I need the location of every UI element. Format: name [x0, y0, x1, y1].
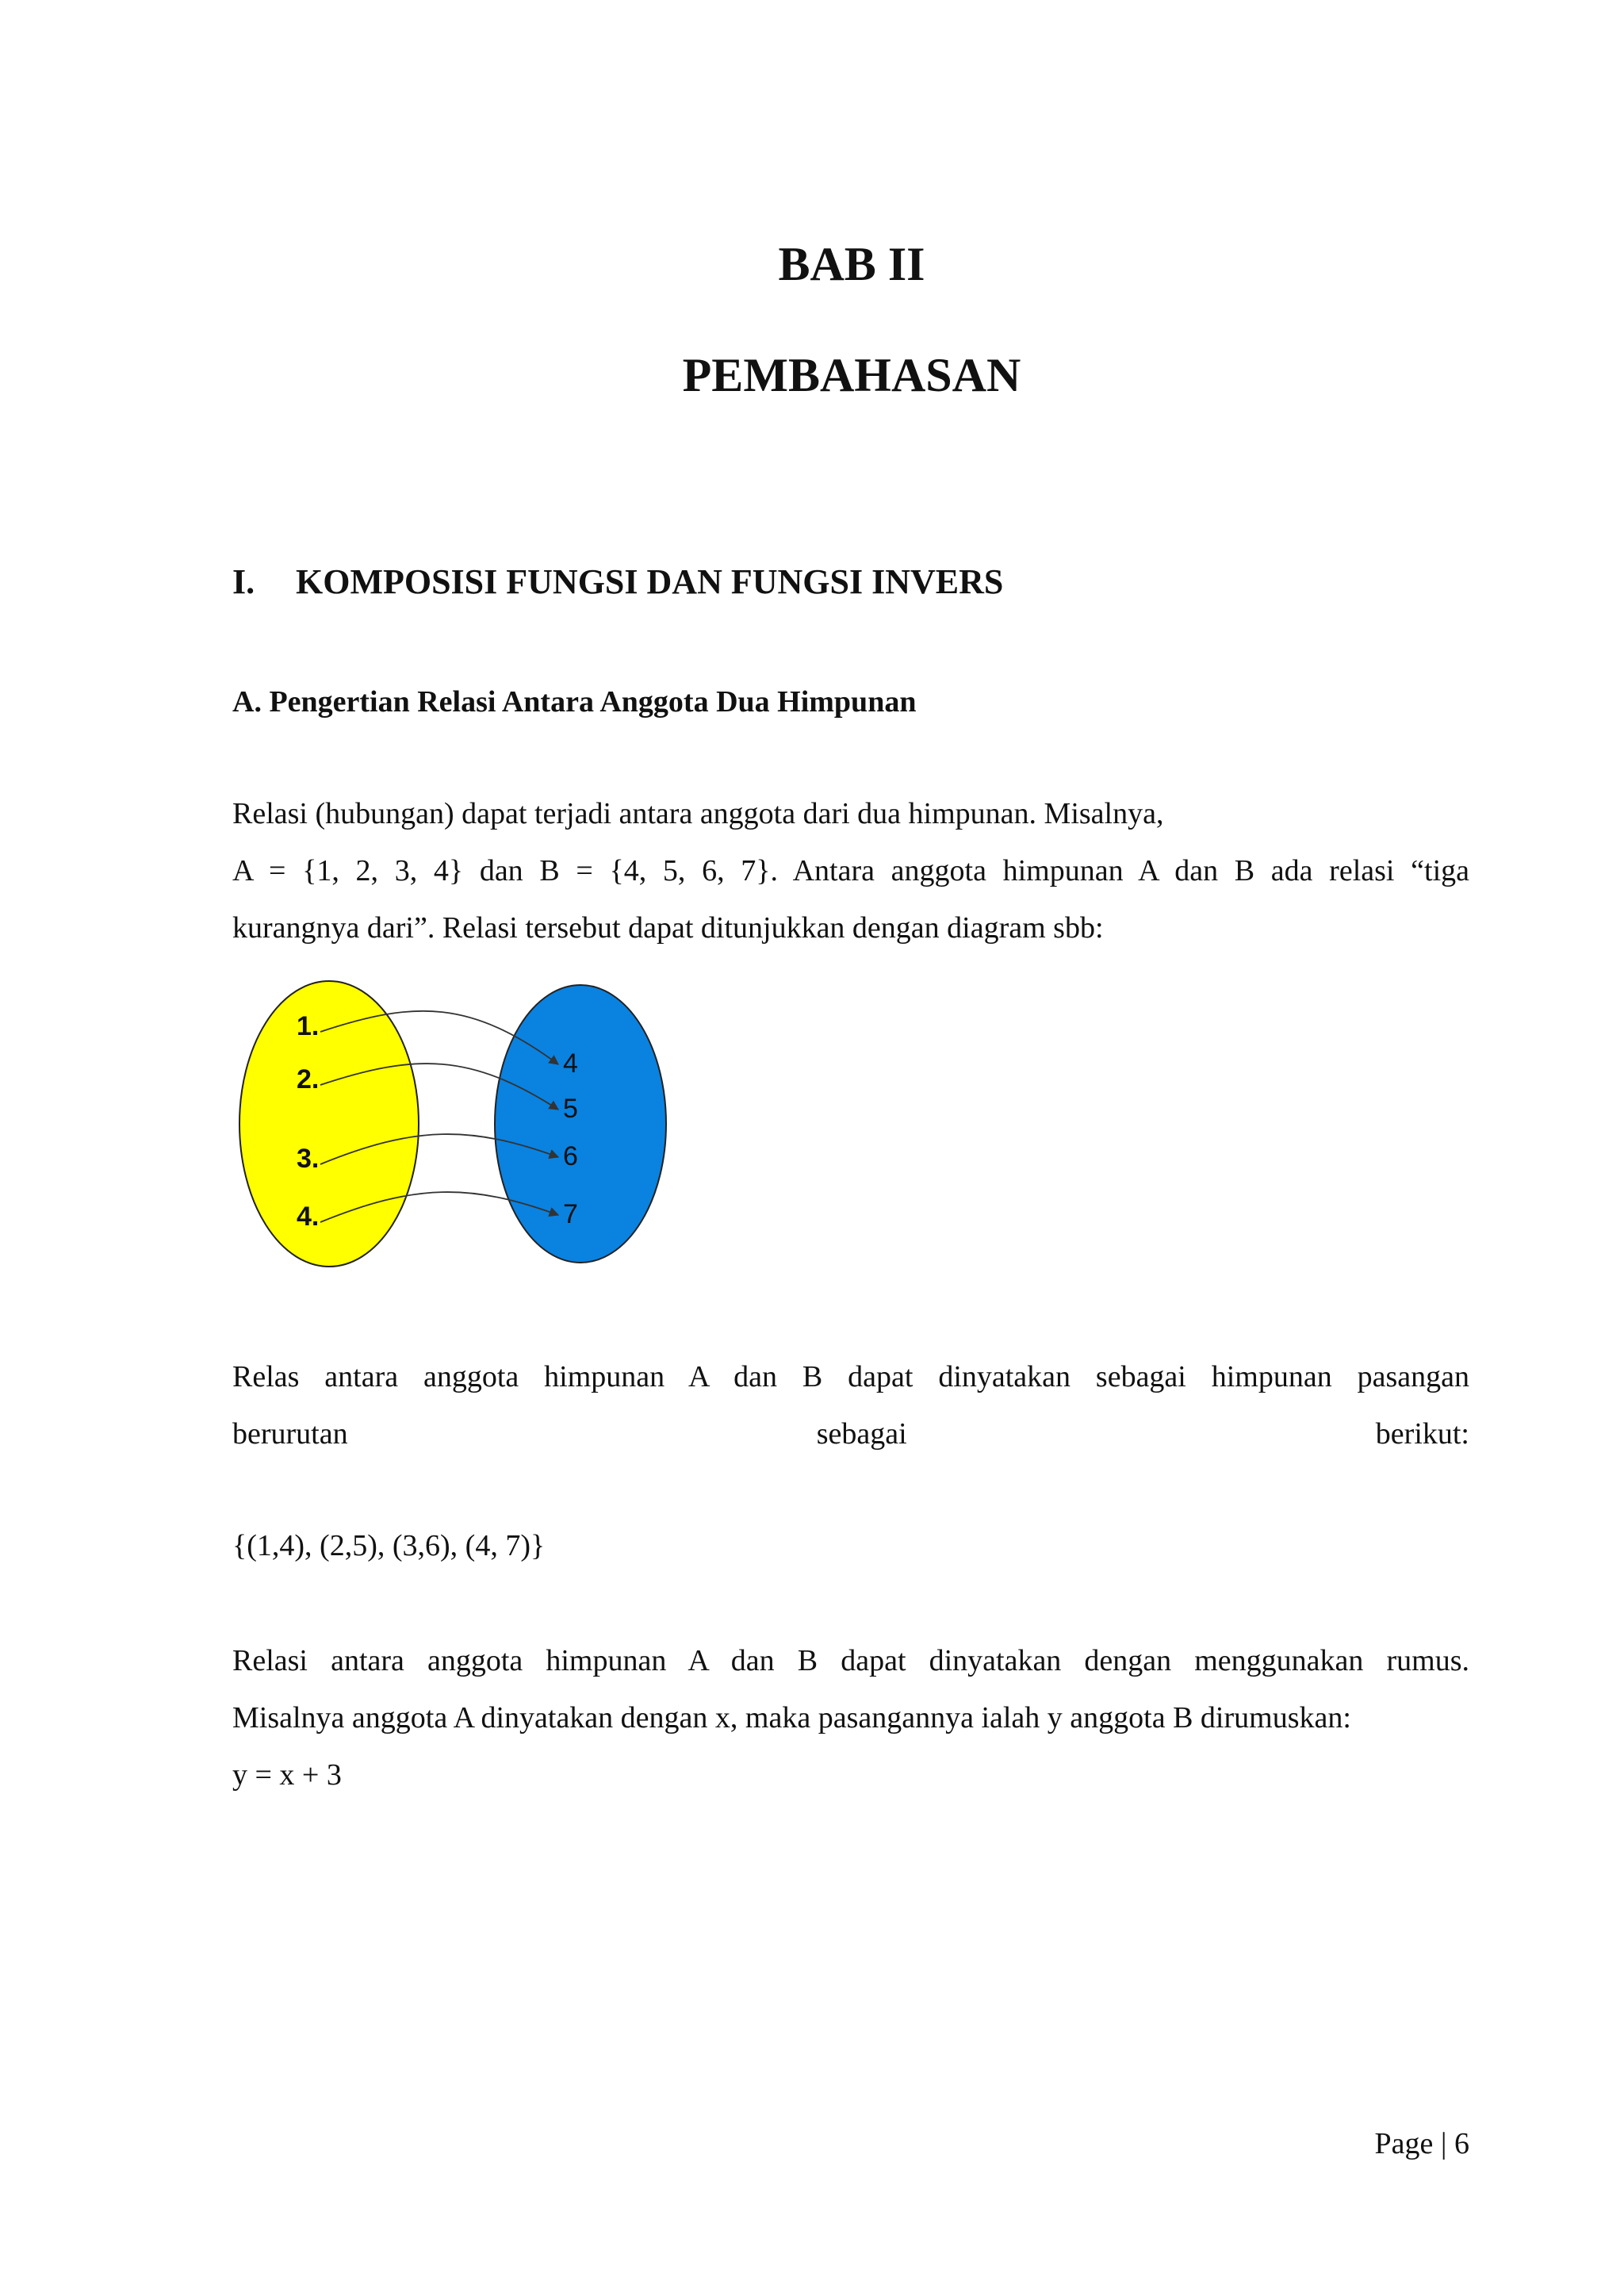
- formula-line-1: Relasi antara anggota himpunan A dan B dapat dinyatakan dengan menggunakan rumus.: [232, 1644, 1469, 1677]
- set-b-ellipse: [495, 985, 666, 1263]
- section-title: KOMPOSISI FUNGSI DAN FUNGSI INVERS: [296, 562, 1004, 601]
- set-a-ellipse: [239, 981, 419, 1267]
- subsection-heading: A. Pengertian Relasi Antara Anggota Dua Himpunan: [232, 685, 917, 719]
- set-a-label: 4.: [297, 1202, 320, 1232]
- page-number-footer: Page | 6: [1374, 2127, 1469, 2160]
- ordered-pairs-paragraph: [232, 1348, 1469, 1462]
- set-a-label: 2.: [297, 1064, 320, 1094]
- section-heading: [232, 562, 1469, 603]
- set-b-label: 4: [563, 1048, 578, 1079]
- intro-line-1: Relasi (hubungan) dapat terjadi antara anggota dari dua himpunan. Misalnya,: [232, 797, 1164, 830]
- intro-line-3: kurangnya dari”. Relasi tersebut dapat ditunjukkan dengan diagram sbb:: [232, 911, 1104, 945]
- set-b-label: 6: [563, 1141, 578, 1171]
- ordered-pairs-line-1: Relas antara anggota himpunan A dan B dapat dinyatakan sebagai himpunan pasangan: [232, 1360, 1469, 1393]
- set-a-label: 3.: [297, 1144, 320, 1174]
- set-b-label: 7: [563, 1199, 578, 1229]
- formula-line-2: Misalnya anggota A dinyatakan dengan x, maka pasangannya ialah y anggota B dirumuskan:: [232, 1701, 1351, 1734]
- set-a-label: 1.: [297, 1011, 320, 1041]
- formula-paragraph: [232, 1632, 1469, 1803]
- chapter-title: PEMBAHASAN: [682, 349, 1021, 401]
- ordered-pairs-set: {(1,4), (2,5), (3,6), (4, 7)}: [232, 1529, 546, 1562]
- formula: y = x + 3: [232, 1758, 342, 1792]
- relation-diagram: [238, 972, 682, 1289]
- ordered-pairs-line-2: berurutan sebagai berikut:: [232, 1417, 1469, 1451]
- chapter-number: BAB II: [778, 238, 925, 290]
- set-b-label: 5: [563, 1094, 578, 1124]
- intro-line-2: A = {1, 2, 3, 4} dan B = {4, 5, 6, 7}. Antara anggota himpunan A dan B ada relasi “tiga: [232, 854, 1469, 887]
- intro-paragraph: [232, 785, 1469, 956]
- section-number: I.: [232, 562, 255, 601]
